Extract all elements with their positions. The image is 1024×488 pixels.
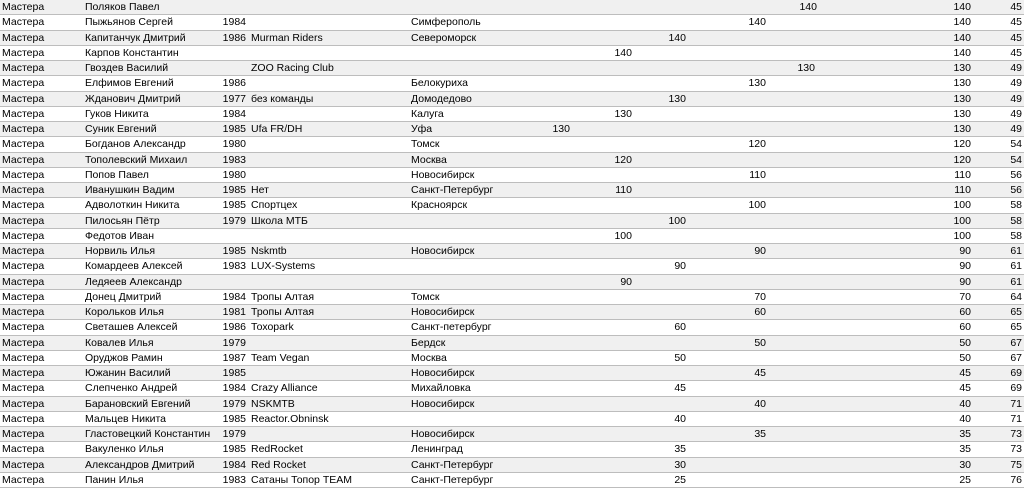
place-cell: 56 [1010,168,1022,181]
stage-points-cell: 110 [615,184,632,196]
place-cell: 58 [1010,229,1022,242]
team-cell: Nskmtb [251,245,287,257]
place-cell: 49 [1010,107,1022,120]
city-cell: Санкт-Петербург [411,473,494,486]
category-cell: Мастера [2,382,45,395]
table-row [0,229,1024,244]
category-cell: Мастера [2,412,45,425]
place-cell: 69 [1010,382,1022,395]
year-cell: 1980 [222,138,246,151]
total-cell: 45 [959,382,971,395]
table-row [0,198,1024,213]
year-cell: 1984 [222,16,246,29]
year-cell: 1987 [222,351,246,364]
total-cell: 110 [954,184,971,196]
year-cell: 1985 [222,367,246,379]
category-cell: Мастера [2,184,45,196]
table-row [0,397,1024,412]
table-row [0,259,1024,274]
category-cell: Мастера [2,428,45,440]
team-cell: Murman Riders [251,31,323,44]
table-row [0,92,1024,107]
stage-points-cell: 140 [748,16,766,29]
table-row [0,31,1024,46]
year-cell: 1979 [222,336,246,349]
team-cell: Сатаны Топор TEAM [251,473,352,486]
team-cell: Спортцех [251,199,298,212]
category-cell: Мастера [2,351,45,364]
name-cell: Корольков Илья [85,306,164,318]
stage-points-cell: 100 [668,214,686,227]
category-cell: Мастера [2,46,45,59]
total-cell: 40 [959,412,971,425]
year-cell: 1986 [222,321,246,334]
table-row [0,183,1024,198]
place-cell: 69 [1010,367,1022,379]
year-cell: 1985 [222,245,246,257]
table-row [0,137,1024,152]
year-cell: 1985 [222,412,246,425]
name-cell: Пилосьян Пётр [85,214,160,227]
place-cell: 58 [1010,214,1022,227]
place-cell: 45 [1010,31,1022,44]
city-cell: Ленинград [411,443,463,456]
place-cell: 56 [1010,184,1022,196]
year-cell: 1981 [222,306,246,318]
total-cell: 60 [959,306,971,318]
total-cell: 140 [953,1,971,13]
stage-points-cell: 50 [754,336,766,349]
place-cell: 76 [1010,473,1022,486]
name-cell: Жданович Дмитрий [85,92,181,105]
category-cell: Мастера [2,168,45,181]
total-cell: 100 [953,214,971,227]
total-cell: 120 [953,153,971,166]
name-cell: Александров Дмитрий [85,458,195,471]
name-cell: Ковалев Илья [85,336,154,349]
city-cell: Уфа [411,123,433,135]
city-cell: Санкт-Петербург [411,458,494,471]
category-cell: Мастера [2,443,45,456]
table-row [0,366,1024,381]
total-cell: 140 [953,16,971,29]
city-cell: Томск [411,290,440,303]
name-cell: Федотов Иван [85,229,154,242]
total-cell: 130 [953,107,971,120]
team-cell: Ufa FR/DH [251,123,303,135]
team-cell: Crazy Alliance [251,382,318,395]
place-cell: 71 [1010,397,1022,410]
stage-points-cell: 130 [668,92,686,105]
stage-points-cell: 140 [614,46,632,59]
category-cell: Мастера [2,1,45,13]
table-row [0,427,1024,442]
team-cell: Team Vegan [251,351,310,364]
table-row [0,107,1024,122]
stage-points-cell: 90 [620,275,632,288]
table-row [0,305,1024,320]
stage-points-cell: 130 [797,62,815,74]
place-cell: 73 [1010,443,1022,456]
total-cell: 130 [953,77,971,90]
team-cell: ZOO Racing Club [251,62,334,74]
total-cell: 100 [953,199,971,212]
category-cell: Мастера [2,77,45,90]
table-row [0,320,1024,335]
category-cell: Мастера [2,275,45,288]
stage-points-cell: 140 [799,1,817,13]
total-cell: 130 [953,62,971,74]
total-cell: 50 [959,351,971,364]
city-cell: Красноярск [411,199,468,212]
table-row [0,473,1024,488]
table-row [0,61,1024,76]
category-cell: Мастера [2,107,45,120]
team-cell: Нет [251,184,269,196]
name-cell: Светашев Алексей [85,321,178,334]
year-cell: 1984 [222,290,246,303]
table-row [0,290,1024,305]
year-cell: 1983 [222,153,246,166]
place-cell: 49 [1010,77,1022,90]
category-cell: Мастера [2,306,45,318]
place-cell: 61 [1010,275,1022,288]
name-cell: Панин Илья [85,473,144,486]
city-cell: Новосибирск [411,306,475,318]
table-row [0,76,1024,91]
name-cell: Комардеев Алексей [85,260,183,273]
table-row [0,168,1024,183]
stage-points-cell: 100 [614,229,632,242]
total-cell: 110 [954,168,971,181]
city-cell: Москва [411,351,447,364]
place-cell: 54 [1010,138,1022,151]
year-cell: 1986 [222,77,246,90]
team-cell: Reactor.Obninsk [251,412,329,425]
city-cell: Москва [411,153,447,166]
table-row [0,15,1024,30]
stage-points-cell: 100 [748,199,766,212]
year-cell: 1984 [222,107,246,120]
place-cell: 65 [1010,306,1022,318]
total-cell: 30 [959,458,971,471]
team-cell: Тропы Алтая [251,290,314,303]
name-cell: Слепченко Андрей [85,382,178,395]
place-cell: 49 [1010,123,1022,135]
category-cell: Мастера [2,245,45,257]
total-cell: 35 [959,443,971,456]
place-cell: 45 [1010,1,1022,13]
year-cell: 1985 [222,199,246,212]
name-cell: Поляков Павел [85,1,160,13]
name-cell: Елфимов Евгений [85,77,174,90]
stage-points-cell: 70 [754,290,766,303]
year-cell: 1986 [222,31,246,44]
stage-points-cell: 130 [748,77,766,90]
table-row [0,381,1024,396]
team-cell: RedRocket [251,443,303,456]
table-row [0,275,1024,290]
stage-points-cell: 45 [674,382,686,395]
place-cell: 73 [1010,428,1022,440]
name-cell: Норвиль Илья [85,245,156,257]
total-cell: 140 [953,46,971,59]
city-cell: Санкт-петербург [411,321,492,334]
city-cell: Новосибирск [411,397,475,410]
name-cell: Тополевский Михаил [85,153,188,166]
total-cell: 35 [959,428,971,440]
name-cell: Гластовецкий Константин [85,428,211,440]
table-row [0,336,1024,351]
stage-points-cell: 50 [674,351,686,364]
category-cell: Мастера [2,260,45,273]
place-cell: 75 [1010,458,1022,471]
category-cell: Мастера [2,458,45,471]
city-cell: Калуга [411,107,444,120]
table-row [0,214,1024,229]
stage-points-cell: 90 [674,260,686,273]
year-cell: 1985 [222,184,246,196]
place-cell: 58 [1010,199,1022,212]
category-cell: Мастера [2,199,45,212]
city-cell: Новосибирск [411,367,475,379]
total-cell: 60 [959,321,971,334]
total-cell: 90 [959,260,971,273]
place-cell: 61 [1010,245,1022,257]
city-cell: Санкт-Петербург [411,184,494,196]
city-cell: Михайловка [411,382,471,395]
name-cell: Вакуленко Илья [85,443,164,456]
team-cell: Red Rocket [251,458,306,471]
name-cell: Барановский Евгений [85,397,191,410]
stage-points-cell: 30 [674,458,686,471]
name-cell: Донец Дмитрий [85,290,162,303]
place-cell: 65 [1010,321,1022,334]
table-row [0,46,1024,61]
city-cell: Бердск [411,336,446,349]
place-cell: 49 [1010,62,1022,74]
total-cell: 90 [959,245,971,257]
category-cell: Мастера [2,397,45,410]
category-cell: Мастера [2,473,45,486]
city-cell: Томск [411,138,440,151]
name-cell: Карпов Константин [85,46,179,59]
total-cell: 130 [953,92,971,105]
stage-points-cell: 130 [552,123,570,135]
place-cell: 64 [1010,290,1022,303]
stage-points-cell: 25 [674,473,686,486]
stage-points-cell: 40 [674,412,686,425]
stage-points-cell: 40 [754,397,766,410]
total-cell: 45 [959,367,971,379]
name-cell: Гвоздев Василий [85,62,169,74]
team-cell: NSKMTB [251,397,295,410]
year-cell: 1985 [222,443,246,456]
place-cell: 49 [1010,92,1022,105]
stage-points-cell: 60 [674,321,686,334]
category-cell: Мастера [2,153,45,166]
stage-points-cell: 90 [754,245,766,257]
city-cell: Новосибирск [411,245,475,257]
table-row [0,412,1024,427]
name-cell: Иванушкин Вадим [85,184,175,196]
category-cell: Мастера [2,336,45,349]
year-cell: 1983 [222,260,246,273]
team-cell: LUX-Systems [251,260,316,273]
total-cell: 70 [959,290,971,303]
stage-points-cell: 35 [754,428,766,440]
category-cell: Мастера [2,229,45,242]
name-cell: Южанин Василий [85,367,171,379]
place-cell: 45 [1010,46,1022,59]
team-cell: Тохоpark [251,321,294,334]
city-cell: Белокуриха [411,77,468,90]
category-cell: Мастера [2,367,45,379]
year-cell: 1977 [222,92,246,105]
place-cell: 61 [1010,260,1022,273]
city-cell: Симферополь [411,16,481,29]
place-cell: 71 [1010,412,1022,425]
year-cell: 1983 [222,473,246,486]
total-cell: 25 [959,473,971,486]
team-cell: без команды [251,92,314,105]
total-cell: 90 [959,275,971,288]
category-cell: Мастера [2,16,45,29]
name-cell: Попов Павел [85,168,149,181]
stage-points-cell: 120 [614,153,632,166]
year-cell: 1980 [222,168,246,181]
total-cell: 130 [953,123,971,135]
category-cell: Мастера [2,138,45,151]
year-cell: 1979 [222,214,246,227]
city-cell: Новосибирск [411,168,475,181]
year-cell: 1979 [222,428,246,440]
name-cell: Гуков Никита [85,107,149,120]
category-cell: Мастера [2,62,45,74]
total-cell: 100 [953,229,971,242]
name-cell: Ледяеев Александр [85,275,183,288]
year-cell: 1984 [222,382,246,395]
table-row [0,0,1024,15]
stage-points-cell: 120 [748,138,766,151]
name-cell: Капитанчук Дмитрий [85,31,186,44]
place-cell: 45 [1010,16,1022,29]
table-row [0,351,1024,366]
name-cell: Мальцев Никита [85,412,166,425]
year-cell: 1984 [222,458,246,471]
year-cell: 1979 [222,397,246,410]
stage-points-cell: 35 [674,443,686,456]
stage-points-cell: 45 [754,367,766,379]
table-row [0,153,1024,168]
category-cell: Мастера [2,321,45,334]
total-cell: 50 [959,336,971,349]
team-cell: Школа МТБ [251,214,308,227]
stage-points-cell: 140 [668,31,686,44]
table-row [0,458,1024,473]
table-row [0,244,1024,259]
category-cell: Мастера [2,31,45,44]
city-cell: Североморск [411,31,477,44]
category-cell: Мастера [2,214,45,227]
stage-points-cell: 110 [749,168,766,181]
place-cell: 67 [1010,351,1022,364]
name-cell: Богданов Александр [85,138,186,151]
team-cell: Тропы Алтая [251,306,314,318]
stage-points-cell: 130 [614,107,632,120]
table-row [0,122,1024,137]
table-row [0,442,1024,457]
city-cell: Домодедово [411,92,472,105]
name-cell: Пыжьянов Сергей [85,16,173,29]
category-cell: Мастера [2,123,45,135]
total-cell: 140 [953,31,971,44]
category-cell: Мастера [2,92,45,105]
year-cell: 1985 [222,123,246,135]
total-cell: 40 [959,397,971,410]
name-cell: Адволоткин Никита [85,199,180,212]
name-cell: Суник Евгений [85,123,157,135]
place-cell: 54 [1010,153,1022,166]
total-cell: 120 [953,138,971,151]
place-cell: 67 [1010,336,1022,349]
name-cell: Оруджов Рамин [85,351,163,364]
stage-points-cell: 60 [754,306,766,318]
city-cell: Новосибирск [411,428,475,440]
category-cell: Мастера [2,290,45,303]
